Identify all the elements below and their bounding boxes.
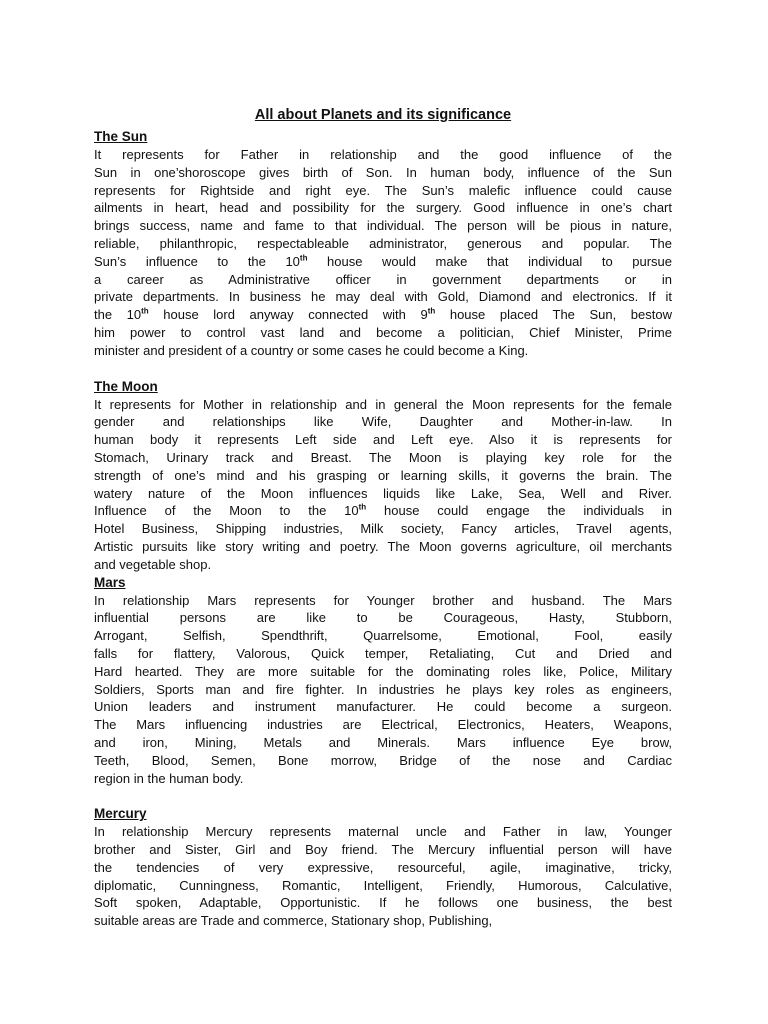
body-text-line: In relationship Mercury represents maternal uncle and Father in law, Younger bbox=[94, 824, 672, 840]
section-body bbox=[94, 146, 672, 360]
body-text-line: Stomach, Urinary track and Breast. The Moon is playing key role for the bbox=[94, 449, 672, 465]
body-text-line: the tendencies of very expressive, resourceful, agile, imaginative, tricky, bbox=[94, 859, 672, 875]
body-text-line: watery nature of the Moon influences liquids like Lake, Sea, Well and River. bbox=[94, 485, 672, 501]
section-sun bbox=[94, 128, 672, 360]
section-body bbox=[94, 592, 672, 788]
body-text-line: It represents for Father in relationship and the good influence of the bbox=[94, 147, 672, 162]
body-text-line: and iron, Mining, Metals and Minerals. Mars influence Eye brow, bbox=[94, 734, 672, 750]
body-text-line: Soldiers, Sports man and fire fighter. In industries he plays key roles as engineers, bbox=[94, 681, 672, 697]
body-text-line: brings success, name and fame to that individual. The person will be pious in nature, bbox=[94, 218, 672, 234]
paragraph-gap bbox=[94, 360, 672, 378]
section-mercury bbox=[94, 805, 672, 930]
body-text-line: Union leaders and instrument manufacturer. He could become a surgeon. bbox=[94, 699, 672, 715]
body-text-line: the 10th house lord anyway connected with 9th house placed The Sun, bestow bbox=[94, 306, 672, 323]
section-heading: Mars bbox=[94, 574, 126, 590]
body-text-line: strength of one’s mind and his grasping or learning skills, it governs the brain. The bbox=[94, 467, 672, 483]
body-text-line: Arrogant, Selfish, Spendthrift, Quarrelsome, Emotional, Fool, easily bbox=[94, 628, 672, 644]
body-text-line: Hotel Business, Shipping industries, Milk society, Fancy articles, Travel agents, bbox=[94, 521, 672, 537]
body-text-line: In relationship Mars represents for Younger brother and husband. The Mars bbox=[94, 592, 672, 608]
body-text-line: represents for Rightside and right eye. The Sun’s malefic influence could cause bbox=[94, 182, 672, 198]
section-heading: The Moon bbox=[94, 378, 158, 394]
body-text-line: Influence of the Moon to the 10th house could engage the individuals in bbox=[94, 503, 672, 519]
body-text-line: suitable areas are Trade and commerce, Stationary shop, Publishing, bbox=[94, 913, 493, 929]
body-text-line: Teeth, Blood, Semen, Bone morrow, Bridge of the nose and Cardiac bbox=[94, 752, 672, 768]
body-text-line: and vegetable shop. bbox=[94, 556, 212, 572]
body-text-line: reliable, philanthropic, respectableable administrator, generous and popular. The bbox=[94, 235, 672, 251]
body-text-line: ailments in heart, head and possibility for the surgery. Good influence in one’s chart bbox=[94, 200, 672, 216]
body-text-line: him power to control vast land and become a politician, Chief Minister, Prime bbox=[94, 324, 672, 340]
document-title: All about Planets and its significance bbox=[254, 107, 512, 123]
body-text-line: The Mars influencing industries are Electrical, Electronics, Heaters, Weapons, bbox=[94, 717, 672, 733]
body-text-line: diplomatic, Cunningness, Romantic, Intelligent, Friendly, Humorous, Calculative, bbox=[94, 877, 672, 893]
body-text-line: Sun in one’shoroscope gives birth of Son. In human body, influence of the Sun bbox=[94, 164, 672, 180]
section-heading: Mercury bbox=[94, 806, 147, 822]
section-body bbox=[94, 396, 672, 574]
body-text-line: It represents for Mother in relationship and in general the Moon represents for the female bbox=[94, 396, 672, 412]
body-text-line: Hard hearted. They are more suitable for the dominating roles like, Police, Military bbox=[94, 663, 672, 679]
section-body bbox=[94, 823, 672, 930]
paragraph-gap bbox=[94, 787, 672, 805]
section-mars bbox=[94, 574, 672, 788]
body-text-line: brother and Sister, Girl and Boy friend. The Mercury influential person will have bbox=[94, 842, 672, 858]
body-text-line: human body it represents Left side and Left eye. Also it is represents for bbox=[94, 432, 672, 448]
body-text-line: Soft spoken, Adaptable, Opportunistic. If he follows one business, the best bbox=[94, 895, 672, 911]
body-text-line: region in the human body. bbox=[94, 770, 244, 786]
body-text-line: private departments. In business he may deal with Gold, Diamond and electronics. If it bbox=[94, 289, 672, 305]
body-text-line: Artistic pursuits like story writing and poetry. The Moon governs agriculture, oil merchants bbox=[94, 538, 672, 554]
body-text-line: a career as Administrative officer in government departments or in bbox=[94, 271, 672, 287]
body-text-line: falls for flattery, Valorous, Quick temper, Retaliating, Cut and Dried and bbox=[94, 645, 672, 661]
body-text-line: gender and relationships like Wife, Daughter and Mother-in-law. In bbox=[94, 414, 672, 430]
body-text-line: minister and president of a country or some cases he could become a King. bbox=[94, 342, 529, 358]
body-text-line: influential persons are like to be Courageous, Hasty, Stubborn, bbox=[94, 610, 672, 626]
body-text-line: Sun’s influence to the 10th house would make that individual to pursue bbox=[94, 253, 672, 269]
section-moon bbox=[94, 378, 672, 574]
section-heading: The Sun bbox=[94, 129, 148, 144]
